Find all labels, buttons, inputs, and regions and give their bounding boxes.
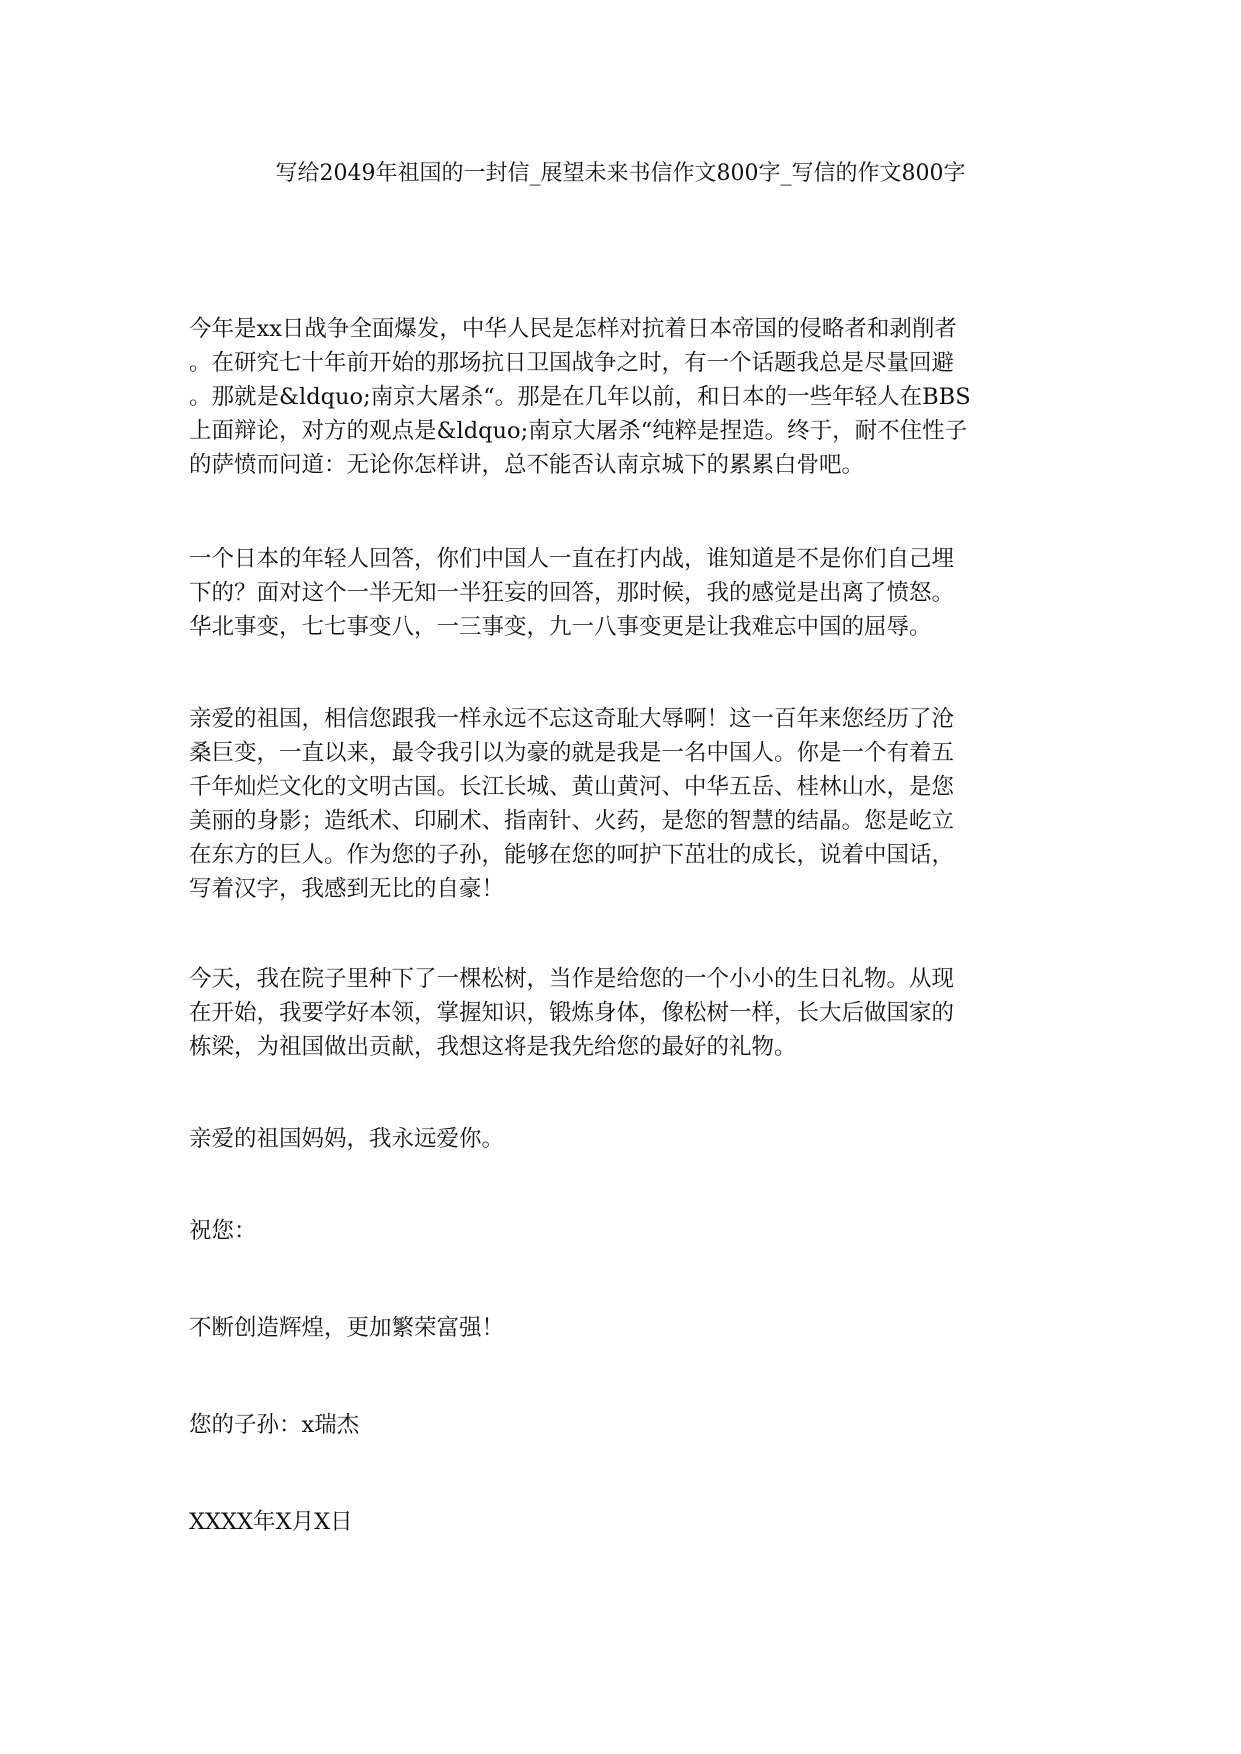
paragraph-line: 。在研究七十年前开始的那场抗日卫国战争之时，有一个话题我总是尽量回避: [189, 350, 955, 376]
paragraph-line: 的萨愤而问道：无论你怎样讲，总不能否认南京城下的累累白骨吧。: [189, 452, 865, 478]
paragraph-line: 一个日本的年轻人回答，你们中国人一直在打内战，谁知道是不是你们自己埋: [189, 546, 955, 572]
paragraph-4: [189, 962, 1059, 1064]
paragraph-line: 上面辩论，对方的观点是&ldquo;南京大屠杀“纯粹是捏造。终于，耐不住性子: [189, 418, 968, 444]
paragraph-line: 千年灿烂文化的文明古国。长江长城、黄山黄河、中华五岳、桂林山水，是您: [189, 774, 955, 800]
paragraph-line: 您的子孙：x瑞杰: [189, 1412, 360, 1438]
closing-line: [189, 1122, 1059, 1156]
signature: [189, 1408, 1059, 1442]
paragraph-3: [189, 702, 1059, 906]
wishes: [189, 1311, 1059, 1345]
paragraph-line: 下的？面对这个一半无知一半狂妄的回答，那时候，我的感觉是出离了愤怒。: [189, 580, 955, 606]
paragraph-line: 在开始，我要学好本领，掌握知识，锻炼身体，像松树一样，长大后做国家的: [189, 1000, 955, 1026]
paragraph-line: 亲爱的祖国妈妈，我永远爱你。: [189, 1126, 505, 1152]
paragraph-line: 写着汉字，我感到无比的自豪！: [189, 876, 505, 902]
paragraph-line: 在东方的巨人。作为您的子孙，能够在您的呵护下茁壮的成长，说着中国话，: [189, 842, 955, 868]
date-line: [189, 1505, 1059, 1539]
paragraph-line: 亲爱的祖国，相信您跟我一样永远不忘这奇耻大辱啊！这一百年来您经历了沧: [189, 706, 955, 732]
document-title: 写给2049年祖国的一封信_展望未来书信作文800字_写信的作文800字: [275, 161, 966, 186]
salutation: [189, 1214, 1059, 1248]
paragraph-line: 。那就是&ldquo;南京大屠杀“。那是在几年以前，和日本的一些年轻人在BBS: [189, 384, 971, 410]
paragraph-line: 今年是xx日战争全面爆发，中华人民是怎样对抗着日本帝国的侵略者和剥削者: [189, 316, 957, 342]
paragraph-2: [189, 542, 1059, 644]
paragraph-line: 栋梁，为祖国做出贡献，我想这将是我先给您的最好的礼物。: [189, 1034, 797, 1060]
paragraph-line: XXXX年X月X日: [189, 1509, 353, 1535]
paragraph-line: 美丽的身影；造纸术、印刷术、指南针、火药，是您的智慧的结晶。您是屹立: [189, 808, 955, 834]
paragraph-line: 桑巨变，一直以来，最令我引以为豪的就是我是一名中国人。你是一个有着五: [189, 740, 955, 766]
paragraph-line: 华北事变，七七事变八，一三事变，九一八事变更是让我难忘中国的屈辱。: [189, 614, 932, 640]
paragraph-line: 今天，我在院子里种下了一棵松树，当作是给您的一个小小的生日礼物。从现: [189, 966, 955, 992]
paragraph-line: 祝您：: [189, 1218, 257, 1244]
paragraph-1: [189, 312, 1059, 482]
paragraph-line: 不断创造辉煌，更加繁荣富强！: [189, 1315, 505, 1341]
